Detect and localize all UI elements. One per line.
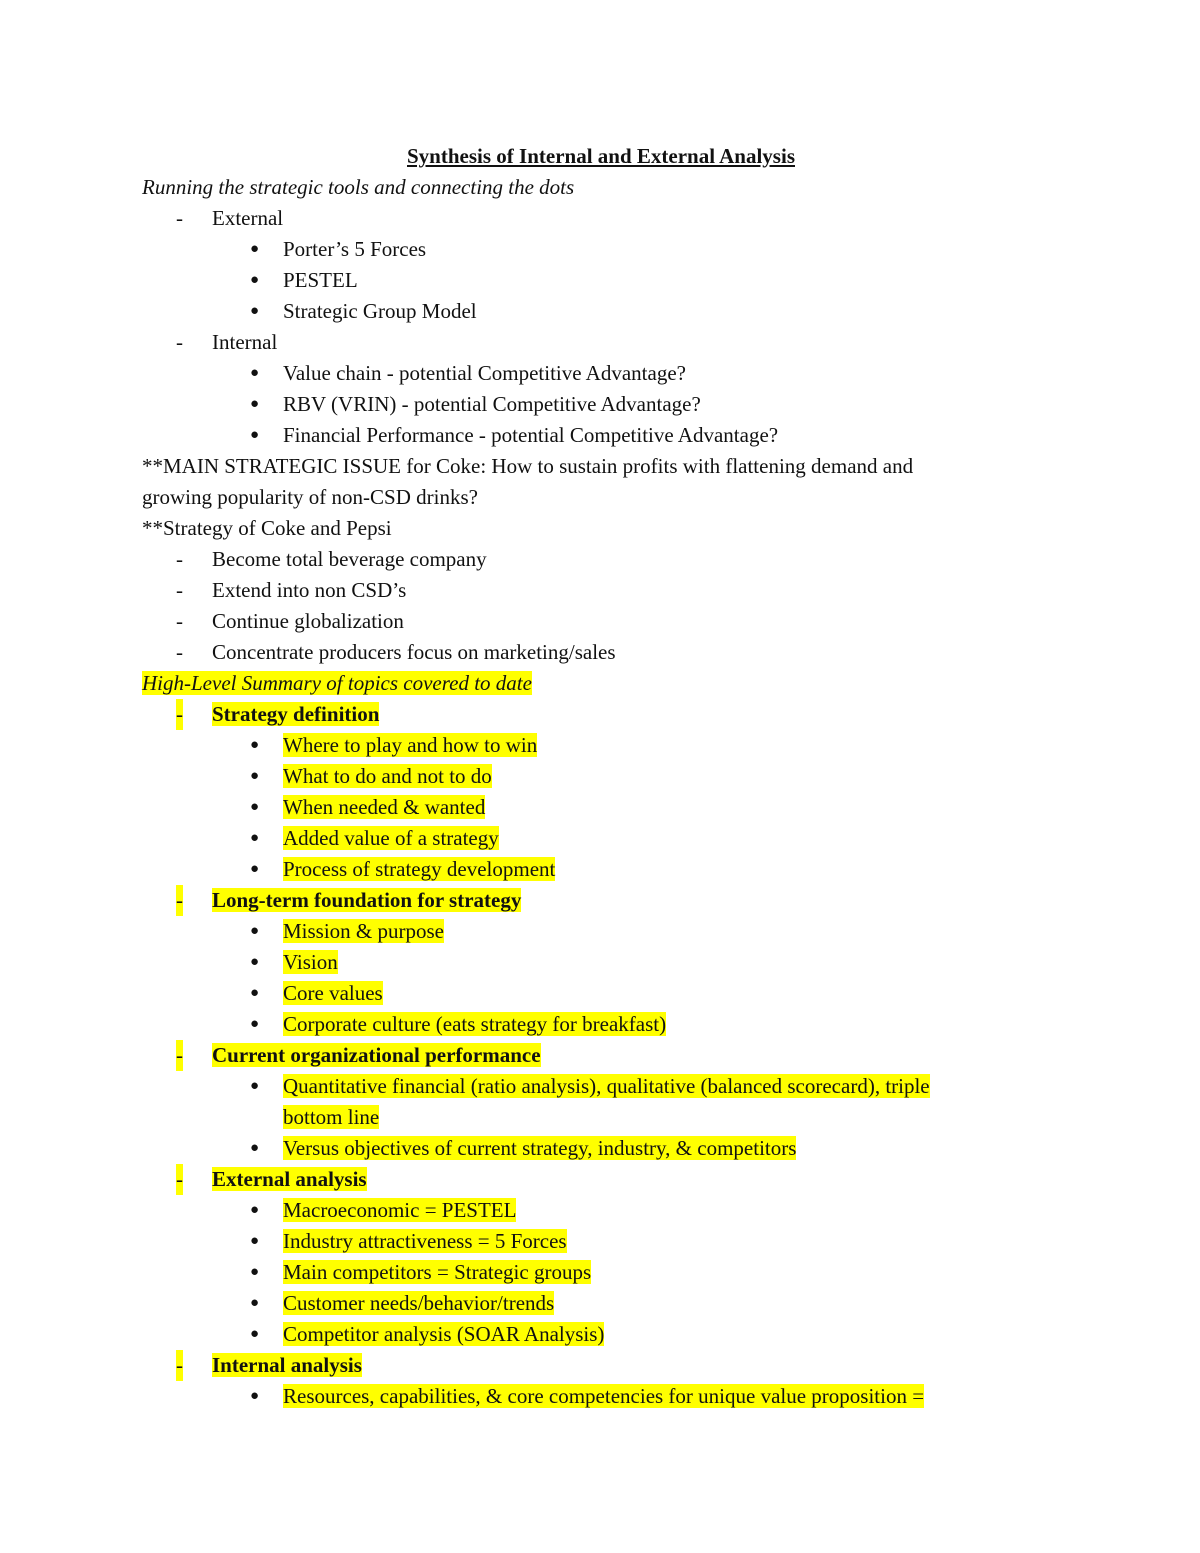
list-item (142, 854, 1042, 885)
list-item-label: External (212, 206, 284, 230)
dash-marker: - (176, 699, 183, 730)
document-body (142, 141, 1042, 1412)
list-item-text: Financial Performance - potential Competitive Advantage? (283, 423, 779, 447)
bullet-marker: ● (250, 1233, 260, 1249)
bullet-marker: ● (250, 954, 260, 970)
summary-section-label: Internal analysis (212, 1353, 362, 1377)
bullet-marker: ● (250, 861, 260, 877)
list-item (142, 234, 1042, 265)
list-item-text: Strategic Group Model (283, 299, 477, 323)
list-item-text: Main competitors = Strategic groups (283, 1260, 592, 1284)
bullet-marker: ● (250, 1295, 260, 1311)
list-item (142, 792, 1042, 823)
summary-heading (142, 668, 1042, 699)
summary-section-external-analysis (142, 1164, 1042, 1195)
list-item (142, 761, 1042, 792)
list-item-text: When needed & wanted (283, 795, 486, 819)
bullet-marker: ● (250, 768, 260, 784)
list-item (142, 1226, 1042, 1257)
bullet-marker: ● (250, 985, 260, 1001)
bullet-marker: ● (250, 737, 260, 753)
list-item-text: Corporate culture (eats strategy for breakfast) (283, 1012, 667, 1036)
summary-section-strategy-definition (142, 699, 1042, 730)
list-item (142, 358, 1042, 389)
list-item-internal (142, 327, 1042, 358)
list-item (142, 1071, 1042, 1102)
list-item-text: Macroeconomic = PESTEL (283, 1198, 517, 1222)
bullet-marker: ● (250, 923, 260, 939)
list-item-external (142, 203, 1042, 234)
strategy-heading: **Strategy of Coke and Pepsi (142, 516, 392, 540)
list-item-label: Internal (212, 330, 278, 354)
list-item (142, 1133, 1042, 1164)
bullet-marker: ● (250, 1326, 260, 1342)
list-item (142, 823, 1042, 854)
list-item (142, 265, 1042, 296)
list-item-text: Added value of a strategy (283, 826, 499, 850)
summary-section-current-performance (142, 1040, 1042, 1071)
summary-section-internal-analysis (142, 1350, 1042, 1381)
list-item-text: Quantitative financial (ratio analysis), qualitative (balanced scorecard), triple (283, 1074, 930, 1098)
bullet-marker: ● (250, 427, 260, 443)
bullet-marker: ● (250, 1202, 260, 1218)
bullet-marker: ● (250, 1264, 260, 1280)
list-item (142, 637, 1042, 668)
dash-marker: - (176, 1350, 183, 1381)
list-item-text: Porter’s 5 Forces (283, 237, 427, 261)
bullet-marker: ● (250, 303, 260, 319)
list-item (142, 606, 1042, 637)
dash-marker: - (176, 1164, 183, 1195)
list-item-text: Competitor analysis (SOAR Analysis) (283, 1322, 605, 1346)
list-item (142, 1288, 1042, 1319)
list-item (142, 978, 1042, 1009)
list-item-text: Concentrate producers focus on marketing/sales (212, 640, 616, 664)
list-item-text: Customer needs/behavior/trends (283, 1291, 555, 1315)
document-subtitle: Running the strategic tools and connecting the dots (142, 175, 575, 199)
list-item-text: Vision (283, 950, 338, 974)
summary-section-label: Long-term foundation for strategy (212, 888, 522, 912)
dash-marker: - (176, 547, 183, 571)
bullet-marker: ● (250, 272, 260, 288)
list-item-text: Become total beverage company (212, 547, 487, 571)
list-item (142, 916, 1042, 947)
summary-heading-text: High-Level Summary of topics covered to date (142, 671, 532, 695)
list-item-text: Resources, capabilities, & core competencies for unique value proposition = (283, 1384, 925, 1408)
bullet-marker: ● (250, 1078, 260, 1094)
list-item-text: Industry attractiveness = 5 Forces (283, 1229, 567, 1253)
list-item-text: RBV (VRIN) - potential Competitive Advantage? (283, 392, 701, 416)
summary-section-label: External analysis (212, 1167, 367, 1191)
dash-marker: - (176, 609, 183, 633)
dash-marker: - (176, 1040, 183, 1071)
list-item-text: Mission & purpose (283, 919, 445, 943)
bullet-marker: ● (250, 830, 260, 846)
bullet-marker: ● (250, 365, 260, 381)
main-issue-line-2: growing popularity of non-CSD drinks? (142, 485, 478, 509)
list-item-text: Extend into non CSD’s (212, 578, 407, 602)
list-item-text: Process of strategy development (283, 857, 556, 881)
bullet-marker: ● (250, 1016, 260, 1032)
list-item (142, 730, 1042, 761)
list-item-text: Core values (283, 981, 383, 1005)
list-item (142, 1257, 1042, 1288)
bullet-marker: ● (250, 799, 260, 815)
list-item (142, 544, 1042, 575)
list-item-continuation (142, 1102, 1042, 1133)
list-item (142, 1009, 1042, 1040)
summary-section-long-term-foundation (142, 885, 1042, 916)
list-item (142, 1381, 1042, 1412)
bullet-marker: ● (250, 241, 260, 257)
list-item-text: Value chain - potential Competitive Advantage? (283, 361, 686, 385)
summary-section-label: Current organizational performance (212, 1043, 541, 1067)
list-item-text: PESTEL (283, 268, 358, 292)
main-issue-line-1: **MAIN STRATEGIC ISSUE for Coke: How to sustain profits with flattening demand and (142, 454, 914, 478)
list-item (142, 420, 1042, 451)
document-title: Synthesis of Internal and External Analysis (407, 144, 795, 168)
dash-marker: - (176, 885, 183, 916)
summary-section-label: Strategy definition (212, 702, 380, 726)
list-item (142, 575, 1042, 606)
list-item-text: bottom line (283, 1105, 380, 1129)
list-item-text: Continue globalization (212, 609, 404, 633)
list-item (142, 1319, 1042, 1350)
dash-marker: - (176, 330, 183, 354)
list-item (142, 296, 1042, 327)
list-item (142, 1195, 1042, 1226)
list-item-text: Where to play and how to win (283, 733, 538, 757)
bullet-marker: ● (250, 1140, 260, 1156)
bullet-marker: ● (250, 1388, 260, 1404)
list-item (142, 389, 1042, 420)
dash-marker: - (176, 206, 183, 230)
list-item-text: What to do and not to do (283, 764, 492, 788)
list-item (142, 947, 1042, 978)
dash-marker: - (176, 578, 183, 602)
bullet-marker: ● (250, 396, 260, 412)
dash-marker: - (176, 640, 183, 664)
list-item-text: Versus objectives of current strategy, industry, & competitors (283, 1136, 797, 1160)
